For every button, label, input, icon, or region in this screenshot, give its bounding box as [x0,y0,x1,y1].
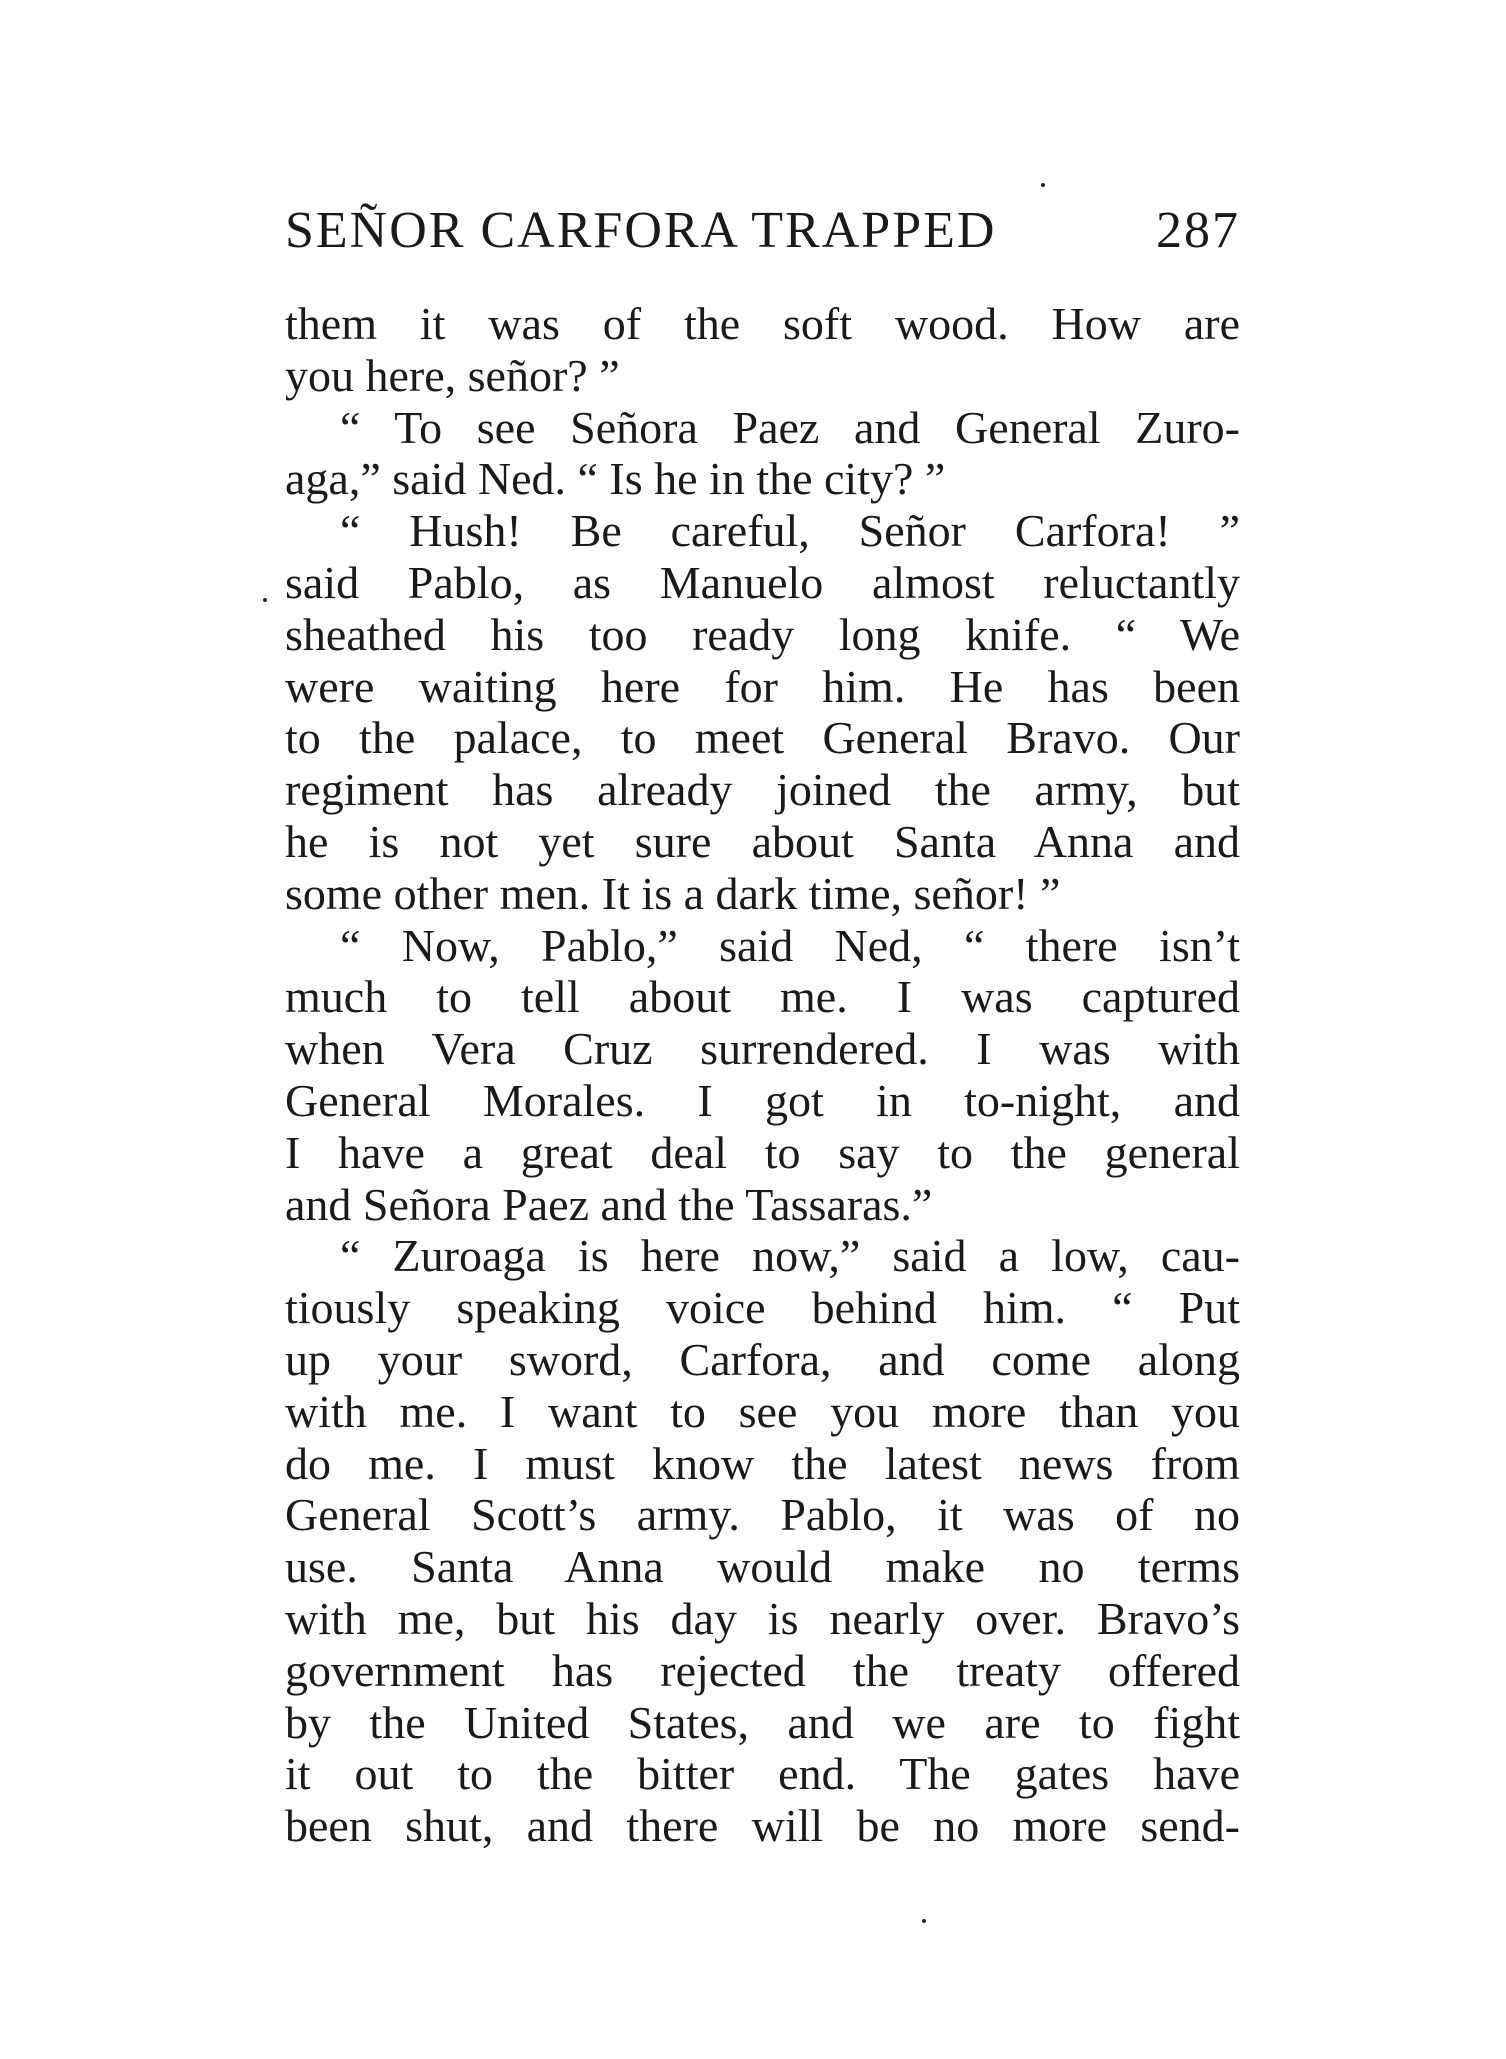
text-line: government has rejected the treaty offered [285,1644,1240,1696]
text-line: General Morales. I got in to-night, and [285,1074,1240,1126]
print-speck [263,598,267,602]
running-head [285,196,1240,266]
text-line: some other men. It is a dark time, señor! ” [285,867,1061,919]
text-line: with me, but his day is nearly over. Bravo’s [285,1592,1240,1644]
text-line: “ To see Señora Paez and General Zuro- [340,401,1240,453]
text-line: “ Hush! Be careful, Señor Carfora! ” [340,505,1240,557]
chapter-title: SEÑOR CARFORA TRAPPED [285,202,997,259]
text-line: “ Zuroaga is here now,” said a low, cau- [340,1230,1240,1282]
text-line: do me. I must know the latest news from [285,1437,1240,1489]
text-line: use. Santa Anna would make no terms [285,1541,1240,1593]
text-line: with me. I want to see you more than you [285,1385,1240,1437]
page-number: 287 [1156,202,1240,259]
text-line: you here, señor? ” [285,349,620,401]
text-line: tiously speaking voice behind him. “ Put [285,1282,1240,1334]
text-line: were waiting here for him. He has been [285,660,1240,712]
text-line: and Señora Paez and the Tassaras.” [285,1178,933,1230]
print-speck [922,1919,926,1923]
body-text [285,298,1240,1852]
print-speck [1041,183,1045,187]
text-line: General Scott’s army. Pablo, it was of no [285,1489,1240,1541]
text-line: up your sword, Carfora, and come along [285,1333,1240,1385]
text-line: aga,” said Ned. “ Is he in the city? ” [285,453,946,505]
text-line: sheathed his too ready long knife. “ We [285,608,1240,660]
text-line: he is not yet sure about Santa Anna and [285,815,1240,867]
text-line: when Vera Cruz surrendered. I was with [285,1023,1240,1075]
text-line: regiment has already joined the army, but [285,764,1240,816]
text-line: it out to the bitter end. The gates have [285,1748,1240,1800]
text-line: said Pablo, as Manuelo almost reluctantly [285,556,1240,608]
text-line: them it was of the soft wood. How are [285,298,1240,349]
text-line: much to tell about me. I was captured [285,971,1240,1023]
text-line: “ Now, Pablo,” said Ned, “ there isn’t [340,919,1240,971]
text-line: to the palace, to meet General Bravo. Our [285,712,1240,764]
text-line: been shut, and there will be no more send- [285,1800,1240,1852]
text-line: by the United States, and we are to fight [285,1696,1240,1748]
text-line: I have a great deal to say to the general [285,1126,1240,1178]
